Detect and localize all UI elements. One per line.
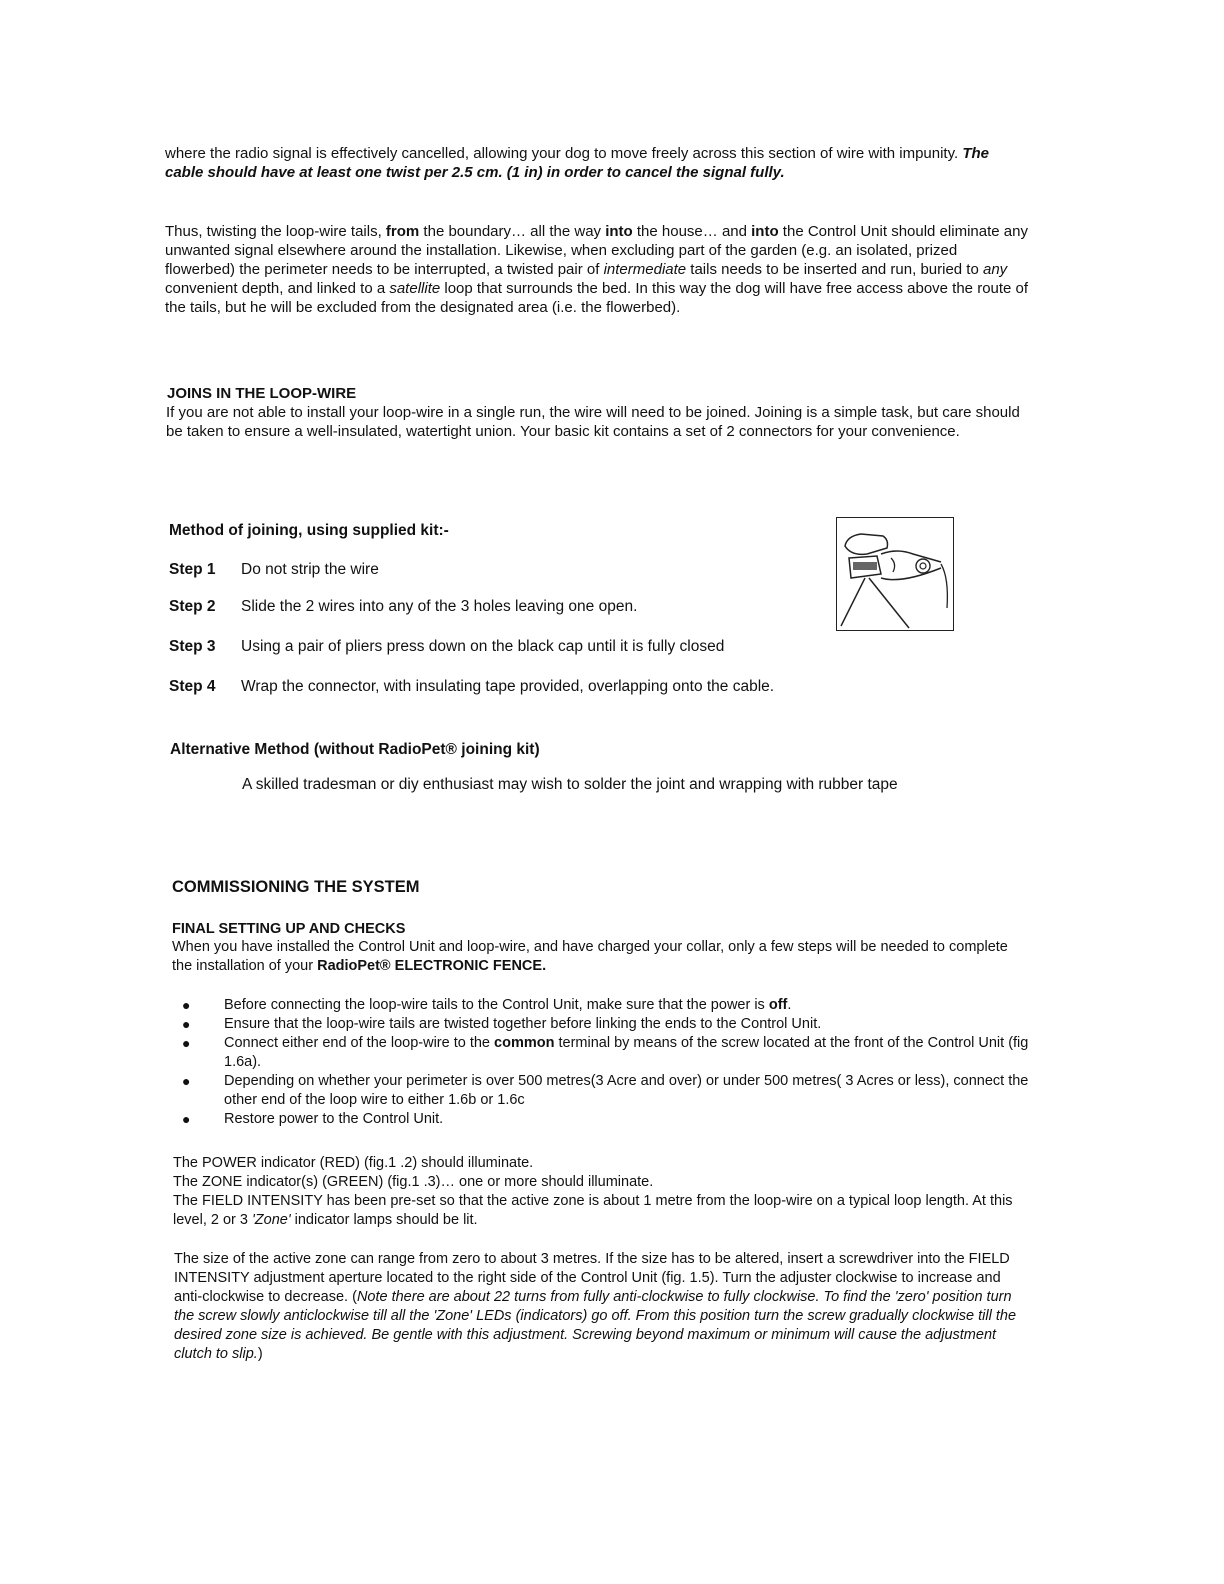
bullet-3-common: common: [494, 1035, 555, 1051]
intro-p2-text-a: Thus, twisting the loop-wire tails,: [165, 223, 386, 240]
intro-paragraph-2: [165, 222, 1030, 317]
alternative-body: A skilled tradesman or diy enthusiast may wish to solder the joint and wrapping with rubber tape: [242, 776, 898, 793]
intro-paragraph-1: [165, 144, 1025, 182]
field-intensity-text-a: The FIELD INTENSITY has been pre-set so that the active zone is about 1 metre from the loop-wire on a typical loop length. At this level, 2 or 3: [173, 1193, 1013, 1228]
commissioning-intro: [172, 938, 1012, 976]
bullet-1-end: .: [787, 997, 792, 1013]
step-4: [169, 678, 774, 696]
joins-body: If you are not able to install your loop-wire in a single run, the wire will need to be joined. Joining is a simple task, but care should be taken to ensure a well-insulated, watertight union. Your basic kit contains a set of 2 connectors for your convenience.: [166, 404, 1020, 440]
step-3-text: Using a pair of pliers press down on the black cap until it is fully closed: [241, 638, 725, 655]
field-intensity-line: [173, 1192, 1033, 1230]
step-2-text: Slide the 2 wires into any of the 3 holes leaving one open.: [241, 598, 638, 615]
checklist-item: [172, 1072, 1032, 1110]
step-1-label: Step 1: [169, 561, 216, 578]
checklist-item: [172, 1034, 1032, 1072]
intro-p2-into-2: into: [751, 223, 779, 240]
intro-p2-intermediate: intermediate: [603, 261, 687, 278]
alternative-heading: Alternative Method (without RadioPet® joining kit): [170, 741, 540, 758]
intro-p2-text-f: convenient depth, and linked to a: [165, 280, 390, 297]
intro-p2-any: any: [982, 261, 1008, 278]
field-intensity-text-b: indicator lamps should be lit.: [290, 1212, 478, 1228]
bullet-2-text: Ensure that the loop-wire tails are twisted together before linking the ends to the Control Unit.: [224, 1016, 822, 1032]
indicators-block: [173, 1154, 1033, 1230]
bullet-1-off: off: [768, 997, 788, 1013]
checklist-item: [172, 1015, 1032, 1034]
intro-p2-text-e: tails needs to be inserted and run, buried to: [686, 261, 983, 278]
final-setup-heading: FINAL SETTING UP AND CHECKS: [172, 921, 406, 937]
commissioning-title: COMMISSIONING THE SYSTEM: [172, 878, 420, 896]
intro-p2-into-1: into: [605, 223, 633, 240]
step-4-text: Wrap the connector, with insulating tape provided, overlapping onto the cable.: [241, 678, 775, 695]
bullet-icon: ●: [182, 1111, 191, 1127]
zone-size-text: The size of the active zone can range from zero to about 3 metres. If the size has to be altered, insert a screwdriver into the FIELD INTENSITY adjustment aperture located to the right side of the Control Unit (fig. 1.5). Turn the adjuster clockwise to increase and anti-clockwise to decrease. (: [174, 1251, 1010, 1305]
intro-p2-text-b: the boundary… all the way: [419, 223, 606, 240]
zone-size-close: ): [257, 1346, 263, 1362]
bullet-3-text-a: Connect either end of the loop-wire to the: [224, 1035, 495, 1051]
power-indicator-line: The POWER indicator (RED) (fig.1 .2) should illuminate.: [173, 1155, 534, 1171]
bullet-1-text: Before connecting the loop-wire tails to the Control Unit, make sure that the power is: [224, 997, 769, 1013]
zone-size-note: Note there are about 22 turns from fully anti-clockwise to fully clockwise. To find the 'zero' position turn the screw slowly anticlockwise till all the 'Zone' LEDs (indicators) go off. From this position turn the screw gradually clockwise till the desired zone size is achieved. Be gentle with this adjustment. Screwing beyond maximum or minimum will cause the adjustment clutch to slip.: [174, 1289, 1017, 1362]
commissioning-intro-text: When you have installed the Control Unit and loop-wire, and have charged your collar, only a few steps will be needed to complete the installation of your: [172, 939, 1008, 974]
checklist: [172, 996, 1032, 1129]
method-heading: Method of joining, using supplied kit:-: [169, 522, 449, 539]
intro-p1-emphasis: The cable should have at least one twist per 2.5 cm. (1 in) in order to cancel the signal fully.: [165, 145, 989, 181]
connector-pliers-illustration: [836, 517, 954, 631]
zone-indicator-line: The ZONE indicator(s) (GREEN) (fig.1 .3)… one or more should illuminate.: [173, 1174, 654, 1190]
bullet-icon: ●: [182, 997, 191, 1013]
step-1: [169, 561, 379, 579]
checklist-item: [172, 1110, 1032, 1129]
intro-p2-text-c: the house… and: [632, 223, 752, 240]
intro-p2-from: from: [385, 223, 420, 240]
field-intensity-zone: 'Zone': [252, 1212, 291, 1228]
zone-size-paragraph: [174, 1250, 1032, 1364]
step-3: [169, 638, 724, 656]
bullet-3-text-b: terminal by means of the screw located at the front of the Control Unit (fig 1.6a).: [224, 1035, 1029, 1070]
bullet-5-text: Restore power to the Control Unit.: [224, 1111, 444, 1127]
step-3-label: Step 3: [169, 638, 216, 655]
step-2: [169, 598, 637, 616]
pliers-icon: [837, 518, 952, 629]
intro-p2-text-g: loop that surrounds the bed. In this way the dog will have free access above the route of the tails, but he will be excluded from the designated area (i.e. the flowerbed).: [165, 280, 1029, 316]
intro-p2-satellite: satellite: [389, 280, 441, 297]
step-4-label: Step 4: [169, 678, 216, 695]
bullet-icon: ●: [182, 1016, 191, 1032]
commissioning-intro-brand: RadioPet® ELECTRONIC FENCE.: [317, 958, 547, 974]
intro-p2-text-d: the Control Unit should eliminate any unwanted signal elsewhere around the installation. Likewise, when excluding part of the garden (e.g. an isolated, prized flowerbed) the perimeter needs to be interrupted, a twisted pair of: [165, 223, 1028, 278]
step-1-text: Do not strip the wire: [241, 561, 379, 578]
bullet-icon: ●: [182, 1073, 191, 1089]
bullet-icon: ●: [182, 1035, 191, 1051]
intro-p1-text: where the radio signal is effectively cancelled, allowing your dog to move freely across this section of wire with impunity.: [165, 145, 963, 162]
step-2-label: Step 2: [169, 598, 216, 615]
joins-heading: JOINS IN THE LOOP-WIRE: [167, 385, 357, 402]
checklist-item: [172, 996, 1032, 1015]
bullet-4-text: Depending on whether your perimeter is over 500 metres(3 Acre and over) or under 500 metres( 3 Acres or less), connect the other end of the loop wire to either 1.6b or 1.6c: [224, 1073, 1029, 1108]
